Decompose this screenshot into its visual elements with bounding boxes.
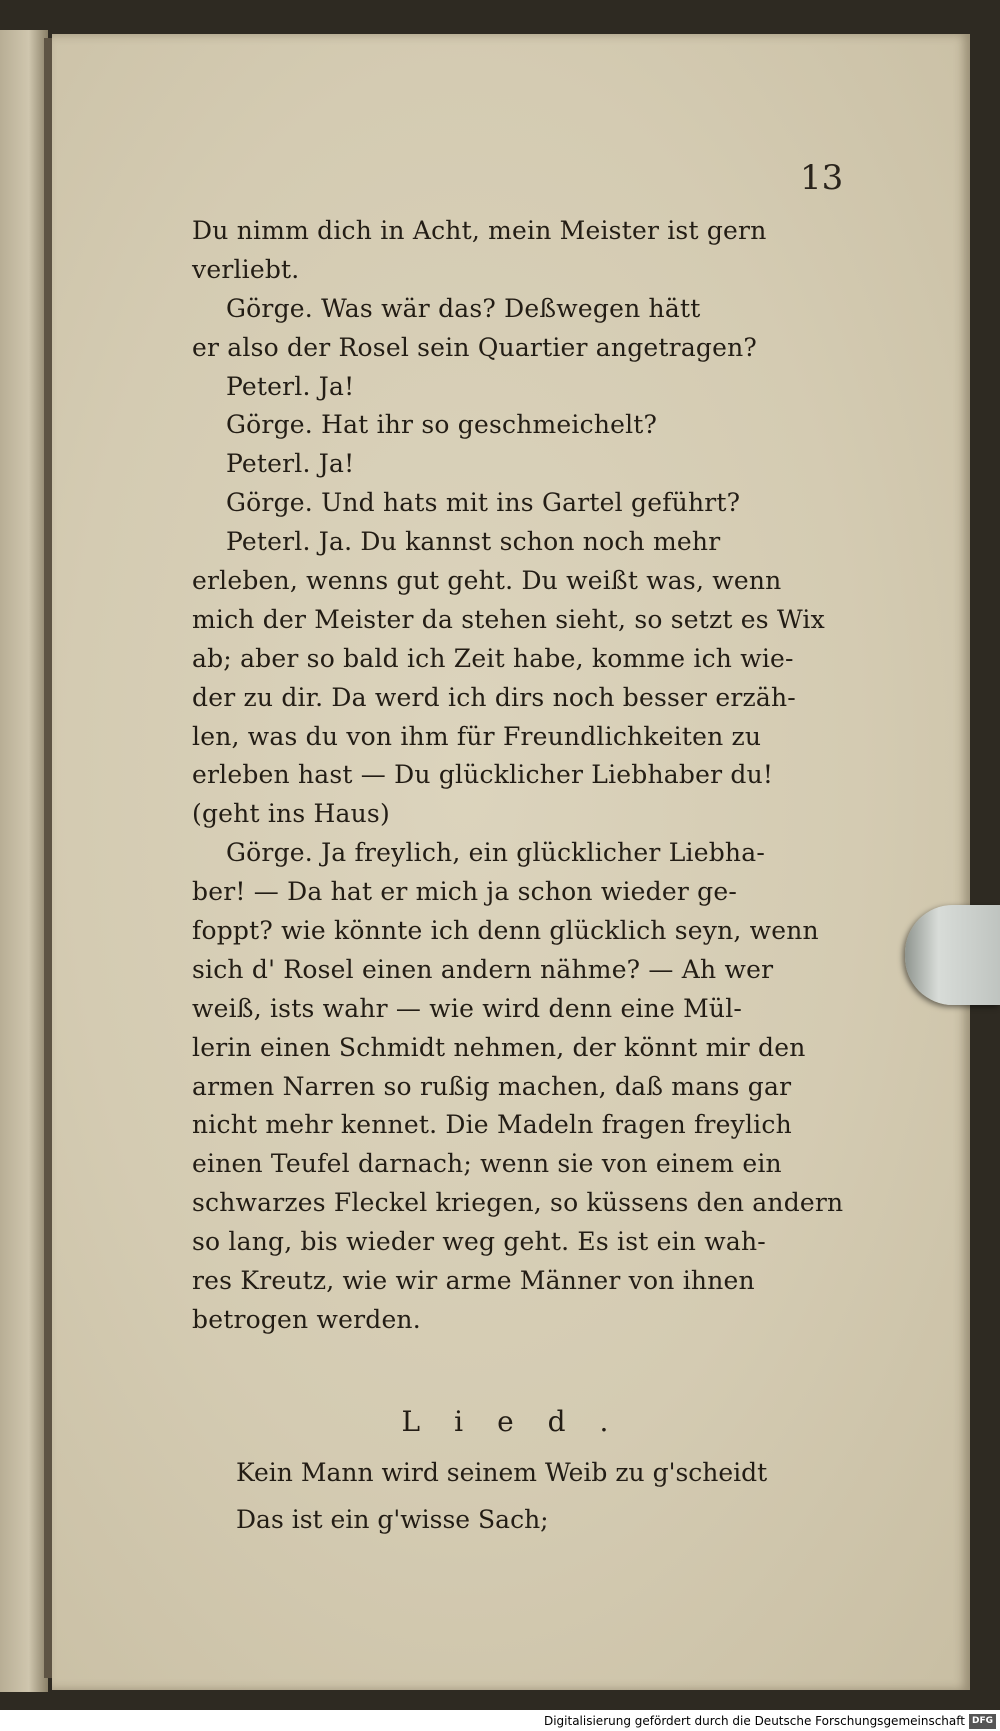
text-line: foppt? wie könnte ich denn glücklich seyn, wenn [192,916,819,946]
text-line: res Kreutz, wie wir arme Männer von ihnen [192,1266,755,1296]
text-line: Görge. Hat ihr so geschmeichelt? [226,410,658,440]
dfg-logo: DFG [969,1714,996,1729]
song-line: Kein Mann wird seinem Weib zu g'scheidt [236,1458,768,1487]
text-line: Du nimm dich in Acht, mein Meister ist gern [192,216,767,245]
text-line: er also der Rosel sein Quartier angetragen? [192,332,758,362]
text-line: lerin einen Schmidt nehmen, der könnt mir den [192,1032,806,1062]
body-text [192,212,852,1340]
text-line: Görge. Und hats mit ins Gartel geführt? [226,488,741,518]
text-line: Peterl. Ja! [226,371,355,401]
text-line: erleben, wenns gut geht. Du weißt was, wenn [192,566,782,596]
footer-credit [544,1712,996,1731]
clamp-tab [905,905,1000,1005]
text-line: weiß, ists wahr — wie wird denn eine Mül- [192,993,743,1023]
text-line: len, was du von ihm für Freundlichkeiten zu [192,721,762,751]
footer-credit-text: Digitalisierung gefördert durch die Deutsche Forschungsgemeinschaft [543,1714,965,1728]
text-line: Peterl. Ja. Du kannst schon noch mehr [226,527,721,557]
song-heading: Lied. [401,1405,643,1438]
text-line: sich d' Rosel einen andern nähme? — Ah wer [192,954,774,984]
book-gutter [44,38,52,1678]
text-line: Peterl. Ja! [226,449,355,479]
song-line: Das ist ein g'wisse Sach; [236,1505,549,1534]
text-line: betrogen werden. [192,1304,421,1334]
text-line: so lang, bis wieder weg geht. Es ist ein wah- [192,1227,766,1257]
page-number: 13 [800,158,844,198]
text-line: mich der Meister da stehen sieht, so setzt es Wix [192,604,825,634]
text-line: nicht mehr kennet. Die Madeln fragen freylich [192,1110,792,1140]
text-line: ber! — Da hat er mich ja schon wieder ge- [192,877,737,907]
facing-page-edge [0,30,48,1692]
text-line: der zu dir. Da werd ich dirs noch besser erzäh- [192,682,796,712]
text-line: erleben hast — Du glücklicher Liebhaber du! [192,760,774,790]
text-line: ab; aber so bald ich Zeit habe, komme ich wie- [192,643,794,673]
text-line: verliebt. [192,254,300,284]
text-line: armen Narren so rußig machen, daß mans gar [192,1071,792,1101]
text-line: (geht ins Haus) [192,799,390,829]
text-line: Görge. Was wär das? Deßwegen hätt [226,293,701,323]
text-line: Görge. Ja freylich, ein glücklicher Liebha- [226,838,765,868]
text-line: schwarzes Fleckel kriegen, so küssens den andern [192,1188,844,1218]
text-line: einen Teufel darnach; wenn sie von einem ein [192,1149,782,1179]
